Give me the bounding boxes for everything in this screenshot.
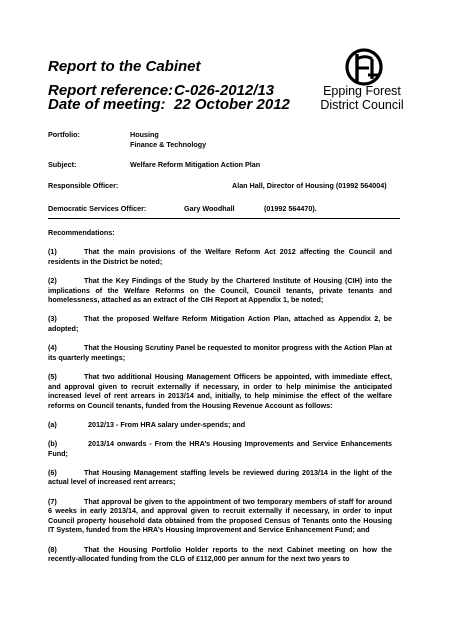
recommendation-item: (8) That the Housing Portfolio Holder reports to the next Cabinet meeting on how the recently-allocated funding from the CLG of £112,000 per annum for the next two years to [48, 544, 392, 564]
portfolio-line1: Housing [130, 130, 159, 139]
meeting-date [48, 96, 290, 114]
portfolio-label: Portfolio: [48, 130, 80, 139]
responsible-officer-label: Responsible Officer: [48, 181, 119, 190]
council-name [302, 84, 422, 112]
subject-label: Subject: [48, 160, 77, 169]
recommendation-subitem: (b) 2013/14 onwards - From the HRA’s Housing Improvements and Service Enhancements Fund; [48, 439, 392, 458]
recommendations-heading: Recommendations: [48, 228, 115, 237]
recommendations-section [48, 228, 392, 573]
democratic-services-phone: (01992 564470). [264, 204, 317, 213]
recommendation-item: (4) That the Housing Scrutiny Panel be requested to monitor progress with the Action Plan at its quarterly meetings; [48, 343, 392, 362]
democratic-services-label: Democratic Services Officer: [48, 204, 147, 213]
responsible-officer-value: Alan Hall, Director of Housing (01992 564004) [232, 181, 387, 190]
recommendation-item: (1) That the main provisions of the Welfare Reform Act 2012 affecting the Council and residents in the District be noted; [48, 247, 392, 266]
meeting-date-label: Date of meeting: [48, 96, 166, 113]
report-reference-label: Report reference: [48, 82, 174, 99]
democratic-services-name: Gary Woodhall [184, 204, 235, 213]
meeting-date-value: 22 October 2012 [174, 96, 290, 113]
report-title: Report to the Cabinet [48, 58, 201, 75]
portfolio-line2: Finance & Technology [130, 140, 207, 149]
council-logo-icon [324, 46, 404, 88]
subject-value: Welfare Reform Mitigation Action Plan [130, 160, 261, 169]
recommendation-item: (7) That approval be given to the appointment of two temporary members of staff for around 6 weeks in early 2013/14, and approval given to recruit externally if necessary, in order to input Council property household data obtained from the proposed Census of Tenants onto the Housing IT System, funded from the HRA’s Housing Improvement and Service Enhancement Fund; and [48, 496, 392, 535]
recommendation-item: (2) That the Key Findings of the Study by the Chartered Institute of Housing (CIH) into the implications of the Welfare Reforms on the Council, Council tenants, private tenants and homelessness, attached as an extract of the CIH Report at Appendix 1, be noted; [48, 275, 392, 305]
recommendation-item: (3) That the proposed Welfare Reform Mitigation Action Plan, attached as Appendix 2, be adopted; [48, 314, 392, 333]
recommendation-item: (5) That two additional Housing Management Officers be appointed, with immediate effect, and approval given to recruit externally if necessary, in order to help minimise the anticipated increased level of rent arrears in 2013/14 and, initially, to help minimise the effect of the welfare reforms on Council tenants, funded from the Housing Revenue Account as follows: [48, 371, 392, 410]
council-name-line1: Epping Forest [323, 84, 401, 98]
recommendation-item: (6) That Housing Management staffing levels be reviewed during 2013/14 in the light of the actual level of increased rent arrears; [48, 467, 392, 487]
report-reference-value: C-026-2012/13 [174, 82, 275, 99]
recommendation-subitem: (a) 2012/13 - From HRA salary under-spends; and [48, 419, 246, 429]
council-name-line2: District Council [320, 98, 404, 112]
header-divider [48, 218, 400, 219]
